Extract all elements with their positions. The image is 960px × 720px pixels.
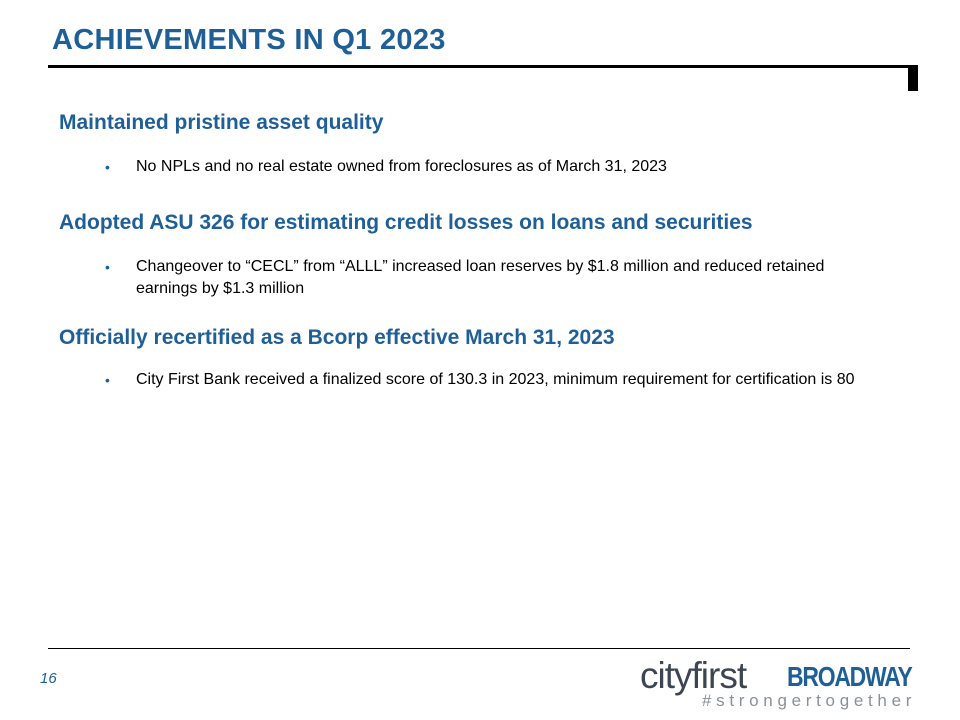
company-logo: [640, 655, 917, 713]
bullet-icon: •: [105, 372, 110, 388]
bullet-text: No NPLs and no real estate owned from foreclosures as of March 31, 2023: [136, 158, 667, 175]
title-rule-tab: [908, 65, 918, 91]
logo-broadway: BROADWAY: [787, 661, 912, 692]
logo-tagline: #strongertogether: [702, 691, 917, 710]
title-rule: [48, 65, 918, 68]
bullet-icon: •: [105, 259, 110, 275]
section-heading-asset-quality: Maintained pristine asset quality: [59, 111, 384, 134]
bullet-icon: •: [105, 159, 110, 175]
section-heading-bcorp: Officially recertified as a Bcorp effective March 31, 2023: [59, 326, 615, 349]
bullet-text: City First Bank received a finalized score of 130.3 in 2023, minimum requirement for certification is 80: [136, 371, 855, 388]
section-heading-asu-326: Adopted ASU 326 for estimating credit losses on loans and securities: [59, 211, 753, 234]
page-number: 16: [40, 670, 57, 687]
logo-cityfirst: cityfirst: [640, 655, 747, 696]
footer-rule: [48, 648, 910, 649]
bullet-text: Changeover to “CECL” from “ALLL” increased loan reserves by $1.8 million and reduced retained earnings by $1.3 million: [136, 258, 825, 297]
slide-title: ACHIEVEMENTS IN Q1 2023: [52, 24, 446, 56]
